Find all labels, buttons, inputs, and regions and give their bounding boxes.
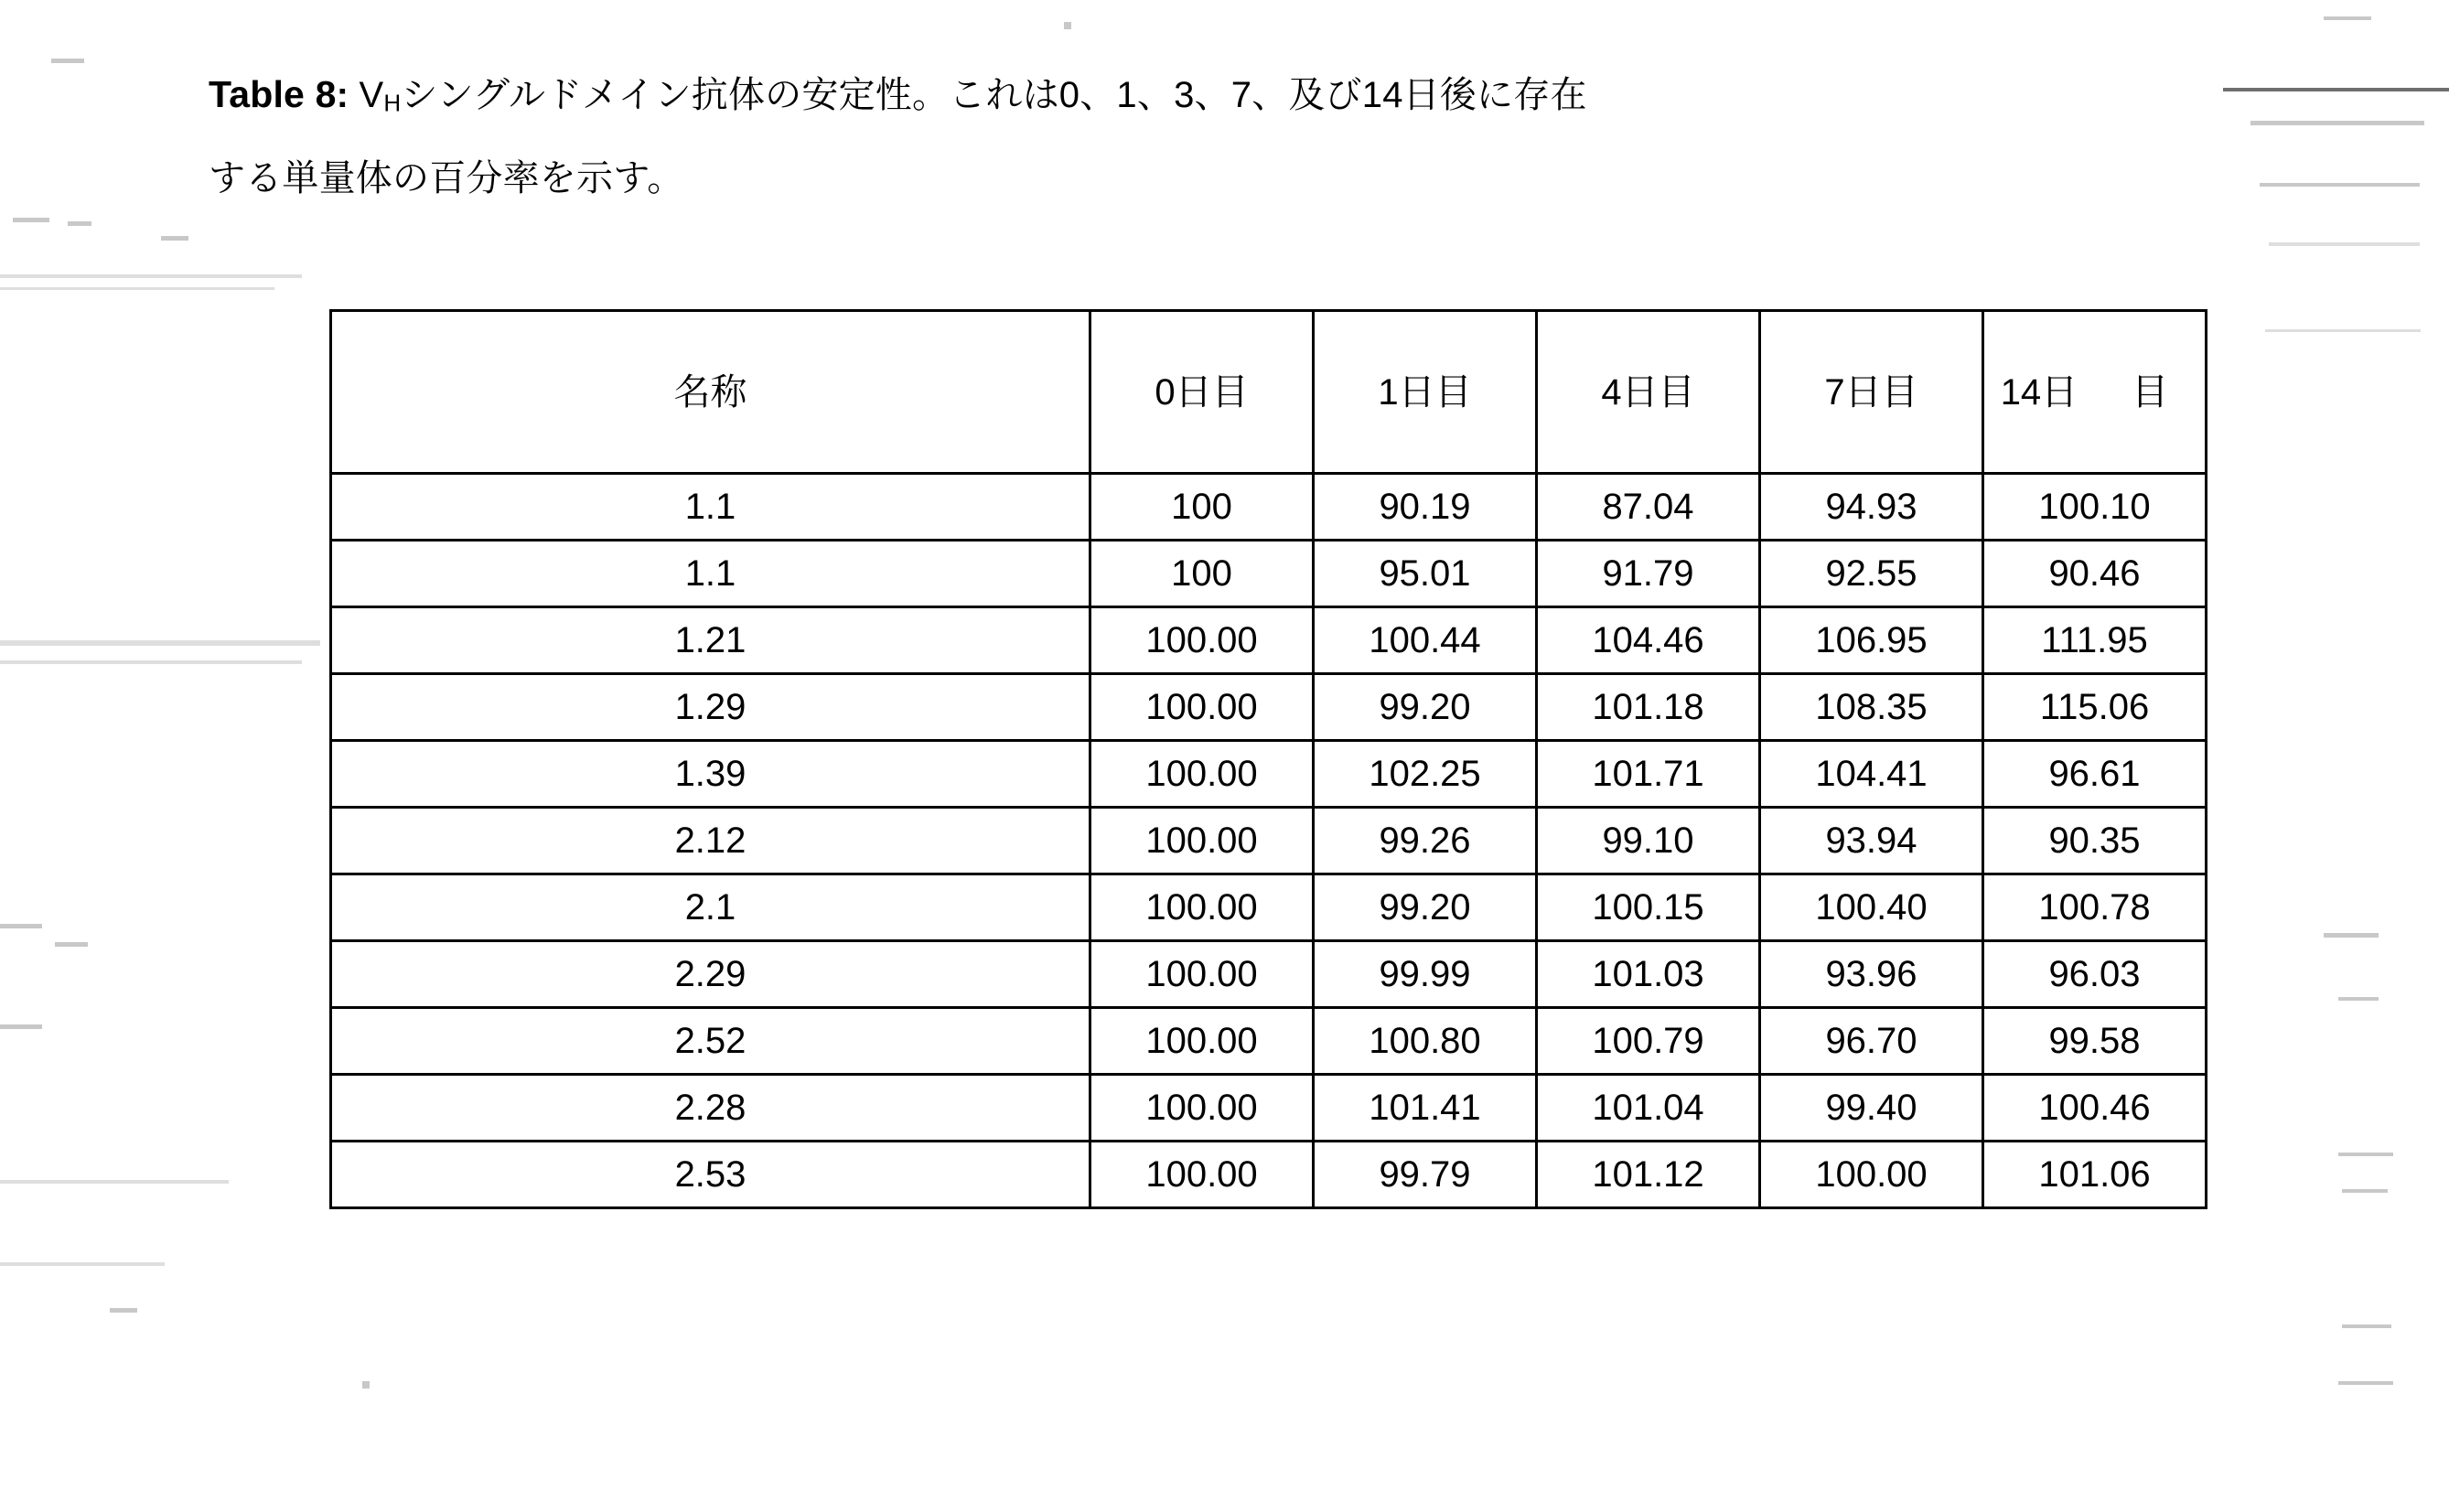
table-row [331,941,2207,1008]
scan-artifact-right-dash-1 [2324,933,2379,938]
cell-day1: 99.20 [1314,874,1537,941]
cell-name: 2.12 [331,808,1090,874]
cell-day4: 100.79 [1537,1008,1760,1075]
stability-table [329,309,2207,1209]
cell-day0: 100.00 [1090,741,1314,808]
cell-name: 2.52 [331,1008,1090,1075]
vh-letter: V [359,75,384,115]
scan-artifact-right-dash-3 [2338,1153,2393,1156]
vh-subscript: H [383,89,402,117]
scan-artifact-left-dash-7 [0,1024,42,1029]
cell-day1: 100.80 [1314,1008,1537,1075]
scan-artifact-speck-5 [362,1381,370,1389]
cell-day7: 99.40 [1760,1075,1983,1142]
table-header-row [331,311,2207,474]
cell-name: 1.29 [331,674,1090,741]
table-row [331,1142,2207,1208]
cell-day7: 100.00 [1760,1142,1983,1208]
scan-artifact-speck-1 [1064,22,1071,29]
cell-day0: 100.00 [1090,1075,1314,1142]
cell-day7: 93.94 [1760,808,1983,874]
cell-name: 2.29 [331,941,1090,1008]
table-row [331,674,2207,741]
scan-artifact-left-dash-3 [68,221,91,226]
cell-day14: 90.35 [1983,808,2207,874]
column-header-day1: 1日目 [1314,311,1537,474]
scan-artifact-left-dash-8 [110,1308,137,1313]
column-header-day0: 0日目 [1090,311,1314,474]
cell-day0: 100.00 [1090,874,1314,941]
vh-symbol [360,75,402,115]
scan-artifact-left-dash-2 [13,218,49,222]
cell-day0: 100.00 [1090,1008,1314,1075]
cell-day1: 99.79 [1314,1142,1537,1208]
caption-colon: : [336,75,349,115]
table-row [331,874,2207,941]
cell-day1: 99.99 [1314,941,1537,1008]
cell-day7: 92.55 [1760,541,1983,607]
cell-day1: 100.44 [1314,607,1537,674]
caption-line-1 [209,57,2294,141]
cell-day7: 96.70 [1760,1008,1983,1075]
cell-day7: 94.93 [1760,474,1983,541]
cell-name: 2.28 [331,1075,1090,1142]
cell-day0: 100 [1090,474,1314,541]
cell-day4: 99.10 [1537,808,1760,874]
cell-day14: 96.61 [1983,741,2207,808]
scan-artifact-left-band-3 [0,640,320,646]
column-header-name: 名称 [331,311,1090,474]
scan-artifact-left-dash-1 [51,59,84,63]
cell-day14: 100.78 [1983,874,2207,941]
cell-day7: 108.35 [1760,674,1983,741]
cell-day1: 102.25 [1314,741,1537,808]
cell-day1: 95.01 [1314,541,1537,607]
cell-day0: 100.00 [1090,607,1314,674]
scan-artifact-left-dash-5 [0,924,42,928]
cell-day14: 115.06 [1983,674,2207,741]
scan-artifact-left-dash-6 [55,942,88,947]
cell-name: 2.1 [331,874,1090,941]
table-header [331,311,2207,474]
scan-artifact-right-rule-5 [2265,329,2421,332]
cell-day14: 99.58 [1983,1008,2207,1075]
cell-day4: 101.03 [1537,941,1760,1008]
scan-artifact-right-dash-6 [2338,1381,2393,1385]
scan-artifact-left-band-6 [0,1262,165,1266]
scan-artifact-top-right [2324,16,2371,20]
table-row [331,1075,2207,1142]
table-caption [209,57,2294,216]
scan-artifact-left-dash-4 [161,236,188,241]
cell-day0: 100.00 [1090,1142,1314,1208]
table-row [331,541,2207,607]
column-header-day7: 7日目 [1760,311,1983,474]
cell-day7: 104.41 [1760,741,1983,808]
cell-day0: 100.00 [1090,808,1314,874]
table-row [331,607,2207,674]
cell-day4: 91.79 [1537,541,1760,607]
cell-day4: 101.04 [1537,1075,1760,1142]
cell-day14: 100.10 [1983,474,2207,541]
cell-day1: 99.26 [1314,808,1537,874]
scan-artifact-right-rule-4 [2269,242,2420,246]
column-header-day14-line2: 目 [2132,371,2169,413]
cell-day14: 101.06 [1983,1142,2207,1208]
caption-line-1-rest: シングルドメイン抗体の安定性。これは0、1、3、7、及び14日後に存在 [401,75,1587,115]
cell-day14: 111.95 [1983,607,2207,674]
cell-name: 1.21 [331,607,1090,674]
cell-day4: 101.12 [1537,1142,1760,1208]
cell-day7: 100.40 [1760,874,1983,941]
column-header-day14-line1: 14日 [2000,371,2078,413]
table-row [331,808,2207,874]
cell-day4: 100.15 [1537,874,1760,941]
cell-name: 2.53 [331,1142,1090,1208]
scan-artifact-left-band-4 [0,660,302,664]
caption-label: Table 8 [209,73,337,115]
cell-day0: 100.00 [1090,674,1314,741]
scan-artifact-left-band-2 [0,287,274,290]
scan-artifact-right-dash-4 [2342,1189,2388,1193]
scan-artifact-right-dash-2 [2338,997,2379,1001]
scan-artifact-left-band-5 [0,1180,229,1184]
cell-name: 1.1 [331,541,1090,607]
cell-day4: 101.18 [1537,674,1760,741]
cell-day1: 90.19 [1314,474,1537,541]
column-header-day14 [1983,311,2207,474]
cell-day1: 99.20 [1314,674,1537,741]
scan-artifact-right-dash-5 [2342,1324,2391,1328]
column-header-day4: 4日目 [1537,311,1760,474]
table-body [331,474,2207,1208]
table-row [331,1008,2207,1075]
cell-day0: 100.00 [1090,941,1314,1008]
cell-day7: 93.96 [1760,941,1983,1008]
cell-name: 1.1 [331,474,1090,541]
scan-artifact-left-band-1 [0,274,302,278]
cell-day14: 90.46 [1983,541,2207,607]
caption-line-2: する単量体の百分率を示す。 [209,157,684,198]
cell-name: 1.39 [331,741,1090,808]
cell-day4: 104.46 [1537,607,1760,674]
table-row [331,741,2207,808]
cell-day0: 100 [1090,541,1314,607]
cell-day14: 96.03 [1983,941,2207,1008]
cell-day1: 101.41 [1314,1075,1537,1142]
cell-day4: 87.04 [1537,474,1760,541]
cell-day4: 101.71 [1537,741,1760,808]
cell-day7: 106.95 [1760,607,1983,674]
cell-day14: 100.46 [1983,1075,2207,1142]
table-row [331,474,2207,541]
